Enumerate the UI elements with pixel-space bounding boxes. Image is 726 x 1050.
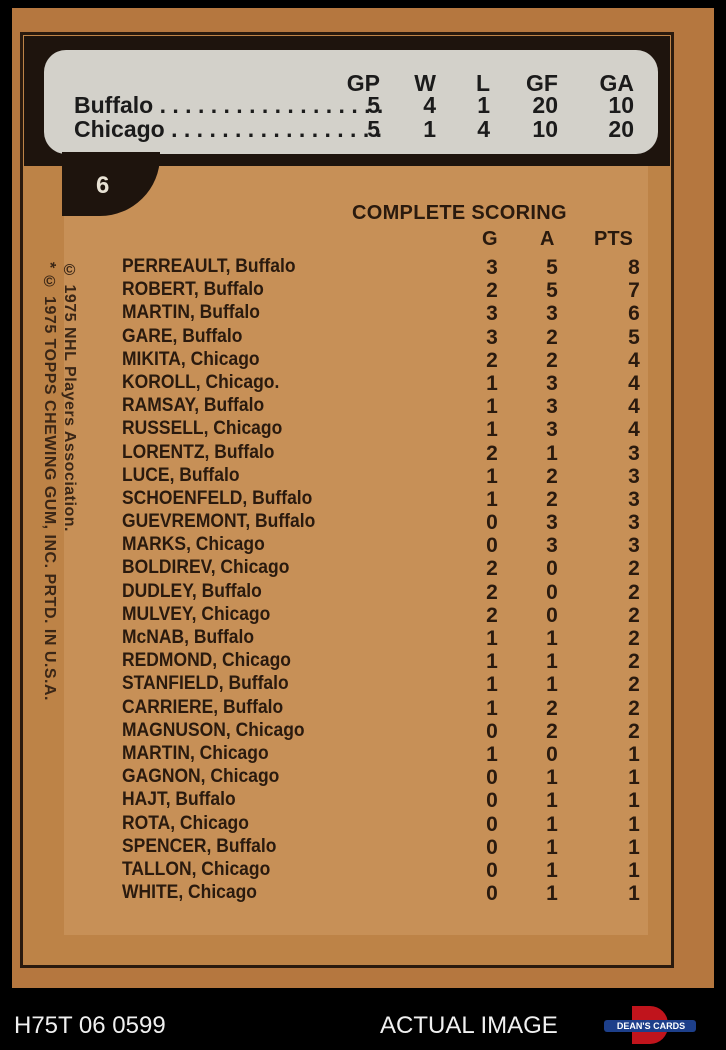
player-points: 2 — [628, 603, 640, 627]
player-name: MARKS, Chicago — [122, 534, 265, 556]
player-points: 2 — [628, 673, 640, 697]
card-number: 6 — [96, 172, 110, 199]
player-assists: 2 — [546, 464, 558, 488]
player-goals: 0 — [486, 719, 498, 743]
player-assists: 2 — [546, 696, 558, 720]
player-goals: 2 — [486, 557, 498, 581]
player-assists: 5 — [546, 256, 558, 279]
team-gf: 10 — [532, 116, 558, 142]
team-gf: 20 — [532, 92, 558, 118]
team-name: Chicago . . . — [74, 116, 384, 143]
player-name: WHITE, Chicago — [122, 882, 257, 904]
player-goals: 1 — [486, 395, 498, 419]
player-row — [122, 604, 662, 627]
player-goals: 1 — [486, 371, 498, 395]
copyright-line-1: * © 1975 TOPPS CHEWING GUM, INC. PRTD. IN U.S.A. — [41, 262, 58, 701]
player-row — [122, 650, 662, 673]
player-name: KOROLL, Chicago. — [122, 371, 280, 393]
cert-id: H75T 06 0599 — [14, 1012, 166, 1039]
player-goals: 1 — [486, 742, 498, 766]
logo-text: DEAN'S CARDS — [616, 1021, 686, 1031]
player-assists: 0 — [546, 603, 558, 627]
player-assists: 3 — [546, 302, 558, 326]
player-assists: 0 — [546, 557, 558, 581]
team-gp: 5 — [367, 116, 380, 142]
player-row — [122, 279, 662, 302]
player-points: 1 — [628, 766, 640, 790]
player-assists: 3 — [546, 395, 558, 419]
player-name: TALLON, Chicago — [122, 858, 271, 880]
player-row — [122, 372, 662, 395]
player-points: 3 — [628, 441, 640, 465]
team-ga: 20 — [608, 116, 634, 142]
player-name: MIKITA, Chicago — [122, 348, 260, 370]
player-assists: 1 — [546, 858, 558, 882]
player-points: 6 — [628, 302, 640, 326]
player-row — [122, 349, 662, 372]
team-name: Buffalo . . . — [74, 92, 384, 119]
player-points: 1 — [628, 882, 640, 906]
player-row — [122, 766, 662, 789]
deans-cards-logo — [604, 1006, 696, 1044]
player-goals: 3 — [486, 325, 498, 349]
player-goals: 2 — [486, 603, 498, 627]
player-assists: 3 — [546, 534, 558, 558]
player-assists: 1 — [546, 789, 558, 813]
header-gp: GP — [346, 70, 380, 96]
player-name: ROTA, Chicago — [122, 812, 249, 834]
player-name: SPENCER, Buffalo — [122, 835, 277, 857]
series-standings-box — [44, 50, 658, 154]
player-points: 8 — [628, 256, 640, 279]
team-l: 1 — [477, 92, 490, 118]
player-row — [122, 581, 662, 604]
player-points: 3 — [628, 464, 640, 488]
player-row — [122, 813, 662, 836]
player-points: 4 — [628, 348, 640, 372]
player-goals: 2 — [486, 279, 498, 303]
player-assists: 5 — [546, 279, 558, 303]
scoring-table — [122, 256, 662, 905]
player-name: McNAB, Buffalo — [122, 627, 255, 648]
player-points: 4 — [628, 418, 640, 442]
player-points: 3 — [628, 487, 640, 511]
player-assists: 3 — [546, 371, 558, 395]
col-header-points: PTS — [594, 228, 633, 250]
player-assists: 0 — [546, 580, 558, 604]
player-goals: 0 — [486, 835, 498, 859]
player-row — [122, 859, 662, 882]
copyright-line-2: © 1975 NHL Players Association. — [61, 262, 78, 532]
player-goals: 1 — [486, 627, 498, 650]
player-name: STANFIELD, Buffalo — [122, 673, 289, 695]
player-row — [122, 511, 662, 534]
player-name: DUDLEY, Buffalo — [122, 580, 262, 602]
player-points: 2 — [628, 627, 640, 650]
player-name: HAJT, Buffalo — [122, 789, 236, 811]
player-points: 2 — [628, 580, 640, 604]
player-goals: 0 — [486, 511, 498, 535]
player-goals: 1 — [486, 673, 498, 697]
player-name: REDMOND, Chicago — [122, 650, 291, 672]
player-goals: 0 — [486, 534, 498, 558]
player-name: GUEVREMONT, Buffalo — [122, 511, 316, 533]
col-header-assists: A — [540, 228, 555, 250]
player-assists: 1 — [546, 627, 558, 650]
actual-image-caption: ACTUAL IMAGE — [380, 1012, 558, 1039]
player-name: LORENTZ, Buffalo — [122, 441, 275, 463]
player-points: 2 — [628, 650, 640, 674]
player-name: GARE, Buffalo — [122, 325, 243, 347]
player-points: 1 — [628, 835, 640, 859]
player-assists: 0 — [546, 742, 558, 766]
player-assists: 2 — [546, 325, 558, 349]
player-row — [122, 465, 662, 488]
player-goals: 1 — [486, 418, 498, 442]
player-goals: 3 — [486, 256, 498, 279]
player-row — [122, 720, 662, 743]
player-points: 1 — [628, 789, 640, 813]
player-row — [122, 882, 662, 905]
player-row — [122, 557, 662, 580]
player-name: MULVEY, Chicago — [122, 603, 271, 625]
player-row — [122, 442, 662, 465]
player-name: MAGNUSON, Chicago — [122, 719, 305, 741]
player-assists: 1 — [546, 673, 558, 697]
player-name: BOLDIREV, Chicago — [122, 557, 290, 579]
player-name: SCHOENFELD, Buffalo — [122, 487, 313, 509]
player-points: 3 — [628, 511, 640, 535]
player-name: MARTIN, Buffalo — [122, 302, 260, 324]
player-points: 5 — [628, 325, 640, 349]
player-goals: 0 — [486, 858, 498, 882]
header-gf: GF — [526, 70, 558, 96]
player-name: MARTIN, Chicago — [122, 742, 269, 764]
player-goals: 0 — [486, 789, 498, 813]
player-row — [122, 534, 662, 557]
player-goals: 1 — [486, 696, 498, 720]
player-name: GAGNON, Chicago — [122, 766, 280, 788]
player-row — [122, 302, 662, 325]
player-assists: 1 — [546, 812, 558, 836]
player-goals: 0 — [486, 882, 498, 906]
player-row — [122, 395, 662, 418]
player-assists: 1 — [546, 835, 558, 859]
player-row — [122, 627, 662, 650]
player-points: 2 — [628, 557, 640, 581]
player-assists: 1 — [546, 441, 558, 465]
player-goals: 2 — [486, 348, 498, 372]
player-name: LUCE, Buffalo — [122, 464, 240, 486]
player-goals: 2 — [486, 580, 498, 604]
team-gp: 5 — [367, 92, 380, 118]
header-l: L — [475, 70, 490, 96]
player-row — [122, 326, 662, 349]
player-row — [122, 743, 662, 766]
player-name: CARRIERE, Buffalo — [122, 696, 284, 718]
player-row — [122, 697, 662, 720]
player-assists: 2 — [546, 348, 558, 372]
copyright-text — [38, 262, 78, 882]
player-points: 7 — [628, 279, 640, 303]
team-ga: 10 — [608, 92, 634, 118]
player-row — [122, 418, 662, 441]
player-points: 1 — [628, 812, 640, 836]
player-row — [122, 673, 662, 696]
header-w: W — [414, 70, 436, 96]
player-points: 4 — [628, 395, 640, 419]
player-points: 2 — [628, 719, 640, 743]
player-points: 1 — [628, 858, 640, 882]
player-points: 1 — [628, 742, 640, 766]
player-points: 2 — [628, 696, 640, 720]
player-goals: 1 — [486, 650, 498, 674]
player-row — [122, 256, 662, 279]
player-assists: 3 — [546, 511, 558, 535]
player-points: 4 — [628, 371, 640, 395]
player-goals: 3 — [486, 302, 498, 326]
player-assists: 1 — [546, 650, 558, 674]
player-row — [122, 836, 662, 859]
team-l: 4 — [477, 116, 490, 142]
player-goals: 0 — [486, 766, 498, 790]
player-points: 3 — [628, 534, 640, 558]
player-name: RUSSELL, Chicago — [122, 418, 283, 440]
player-assists: 1 — [546, 766, 558, 790]
player-goals: 2 — [486, 441, 498, 465]
player-row — [122, 789, 662, 812]
player-assists: 3 — [546, 418, 558, 442]
player-assists: 1 — [546, 882, 558, 906]
team-w: 1 — [423, 116, 436, 142]
player-name: ROBERT, Buffalo — [122, 279, 264, 301]
player-name: RAMSAY, Buffalo — [122, 395, 265, 417]
player-assists: 2 — [546, 487, 558, 511]
player-goals: 1 — [486, 464, 498, 488]
player-name: PERREAULT, Buffalo — [122, 256, 296, 277]
col-header-goals: G — [482, 228, 498, 250]
player-row — [122, 488, 662, 511]
team-w: 4 — [423, 92, 436, 118]
player-goals: 0 — [486, 812, 498, 836]
header-ga: GA — [599, 70, 634, 96]
footer-bar — [0, 1000, 726, 1050]
player-goals: 1 — [486, 487, 498, 511]
player-assists: 2 — [546, 719, 558, 743]
scoring-title: COMPLETE SCORING — [352, 202, 567, 224]
